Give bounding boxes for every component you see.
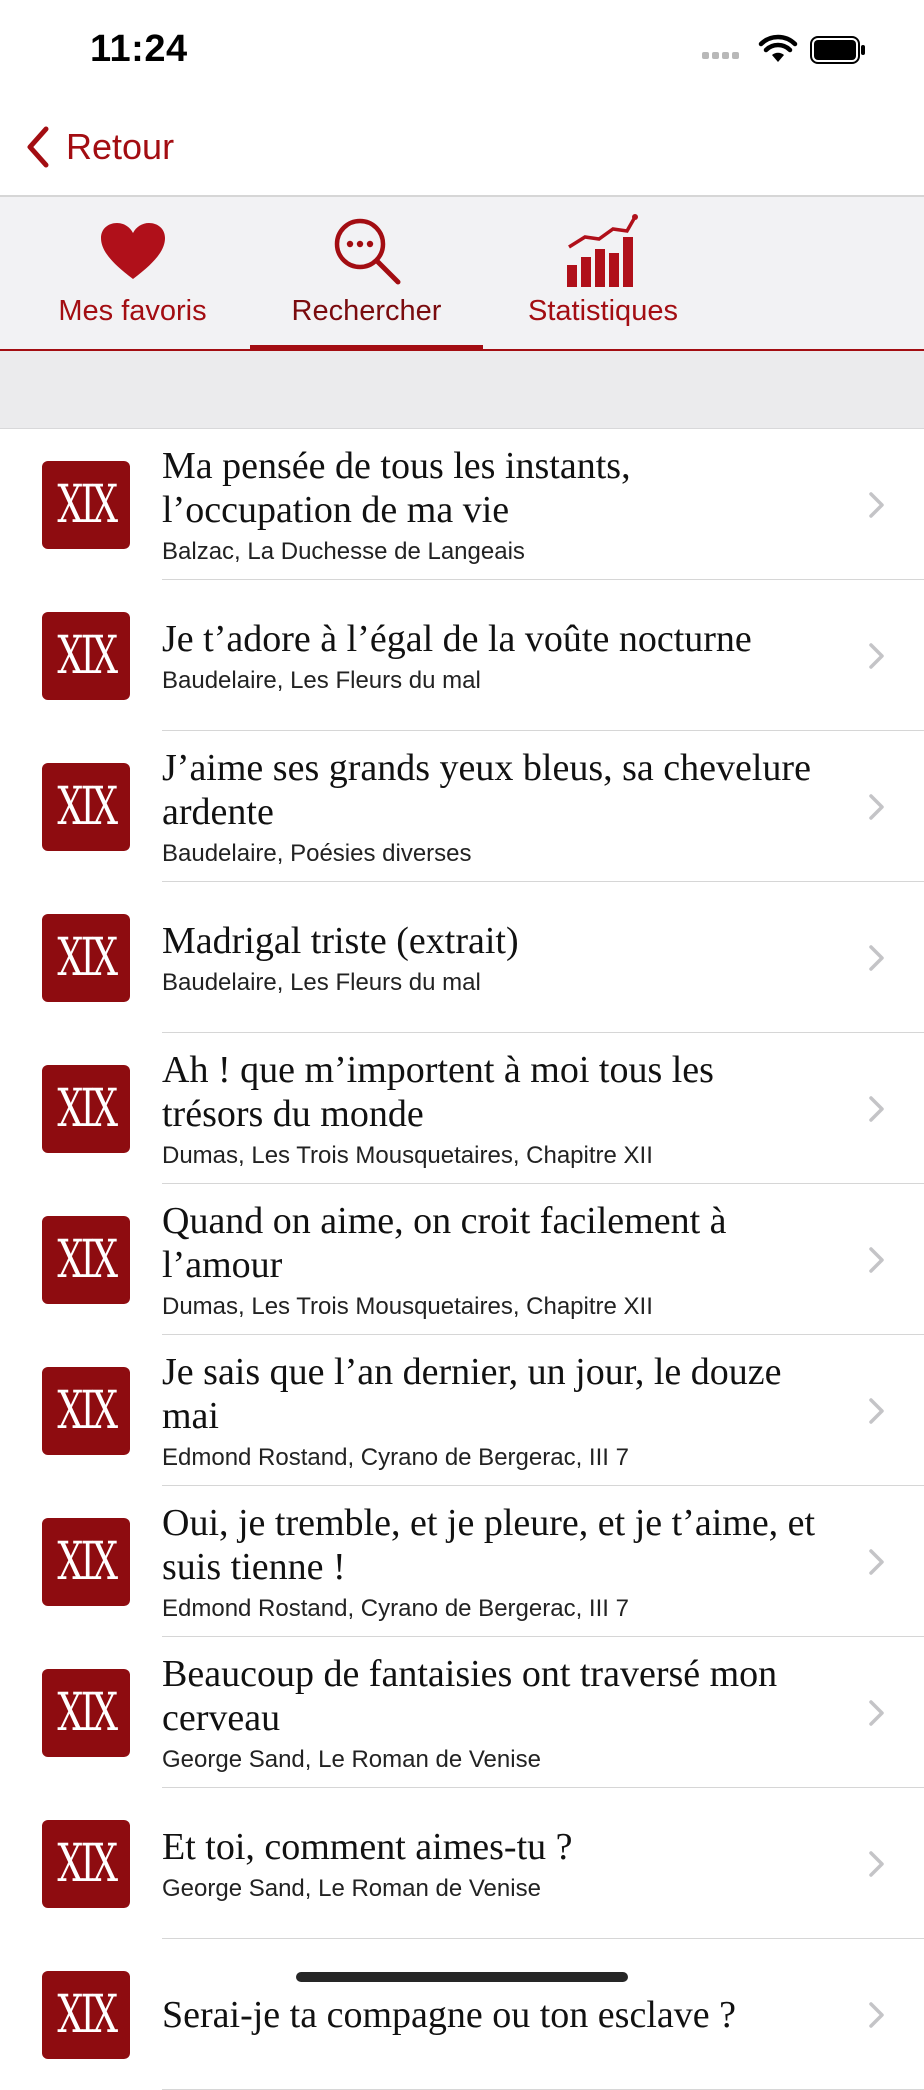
navigation-bar	[0, 100, 924, 197]
list-item-text	[162, 429, 824, 580]
list-item-text	[162, 1033, 824, 1184]
chevron-right-icon	[868, 491, 886, 519]
century-label: XIX	[57, 1381, 115, 1441]
quote-source: George Sand, Le Roman de Venise	[162, 1874, 541, 1902]
quote-source: Baudelaire, Les Fleurs du mal	[162, 968, 481, 996]
list-item[interactable]	[0, 1184, 924, 1335]
century-thumbnail	[42, 1367, 130, 1455]
chevron-right-icon	[868, 1095, 886, 1123]
chevron-right-icon	[868, 1397, 886, 1425]
cellular-signal-icon	[702, 39, 746, 61]
century-thumbnail	[42, 914, 130, 1002]
list-item[interactable]	[0, 429, 924, 580]
home-indicator	[296, 1972, 628, 1982]
list-item-text	[162, 580, 824, 731]
quote-source: Dumas, Les Trois Mousquetaires, Chapitre XII	[162, 1292, 653, 1320]
status-icons	[702, 36, 866, 64]
quote-title: Et toi, comment aimes-tu ?	[162, 1825, 573, 1868]
chevron-right-icon	[868, 642, 886, 670]
quote-source: Edmond Rostand, Cyrano de Bergerac, III 7	[162, 1443, 629, 1471]
century-thumbnail	[42, 1216, 130, 1304]
search-area[interactable]	[0, 351, 924, 429]
list-item[interactable]	[0, 1637, 924, 1788]
chevron-right-icon	[868, 2001, 886, 2029]
battery-icon	[810, 36, 866, 64]
list-item-text	[162, 1184, 824, 1335]
chart-icon	[565, 213, 641, 289]
search-icon	[332, 216, 402, 286]
century-label: XIX	[57, 1985, 115, 2045]
quote-title: Je sais que l’an dernier, un jour, le douze mai	[162, 1350, 782, 1437]
list-item[interactable]	[0, 1788, 924, 1939]
tab-statistics-label: Statistiques	[528, 295, 678, 327]
century-label: XIX	[57, 777, 115, 837]
tab-favorites[interactable]	[30, 197, 235, 351]
century-label: XIX	[57, 626, 115, 686]
century-label: XIX	[57, 1230, 115, 1290]
status-time: 11:24	[90, 28, 188, 70]
list-item[interactable]	[0, 1335, 924, 1486]
century-label: XIX	[57, 1532, 115, 1592]
list-item[interactable]	[0, 731, 924, 882]
chevron-right-icon	[868, 944, 886, 972]
quote-source: George Sand, Le Roman de Venise	[162, 1745, 541, 1773]
heart-icon	[99, 221, 167, 281]
quote-source: Edmond Rostand, Cyrano de Bergerac, III 7	[162, 1594, 629, 1622]
list-item-text	[162, 1939, 824, 2090]
quote-title: Je t’adore à l’égal de la voûte nocturne	[162, 617, 752, 660]
quote-title: Serai-je ta compagne ou ton esclave ?	[162, 1993, 736, 2036]
century-thumbnail	[42, 461, 130, 549]
quote-source: Balzac, La Duchesse de Langeais	[162, 537, 525, 565]
century-label: XIX	[57, 1834, 115, 1894]
quote-title: Ah ! que m’importent à moi tous les trésors du monde	[162, 1048, 714, 1135]
quote-source: Baudelaire, Les Fleurs du mal	[162, 666, 481, 694]
century-thumbnail	[42, 1065, 130, 1153]
quote-source: Dumas, Les Trois Mousquetaires, Chapitre XII	[162, 1141, 653, 1169]
list-item[interactable]	[0, 1486, 924, 1637]
chevron-right-icon	[868, 1548, 886, 1576]
chevron-right-icon	[868, 1246, 886, 1274]
century-label: XIX	[57, 1683, 115, 1743]
list-item[interactable]	[0, 1939, 924, 2090]
quote-title: J’aime ses grands yeux bleus, sa chevelure ardente	[162, 746, 811, 833]
quote-title: Ma pensée de tous les instants, l’occupation de ma vie	[162, 444, 631, 531]
list-item[interactable]	[0, 882, 924, 1033]
list-item[interactable]	[0, 1033, 924, 1184]
list-item-text	[162, 1486, 824, 1637]
back-button[interactable]	[26, 126, 174, 168]
tab-search[interactable]	[250, 197, 483, 351]
tab-statistics[interactable]	[503, 197, 703, 351]
quote-title: Beaucoup de fantaisies ont traversé mon cerveau	[162, 1652, 778, 1739]
century-label: XIX	[57, 1079, 115, 1139]
status-bar	[0, 0, 924, 100]
century-label: XIX	[57, 475, 115, 535]
list-item-text	[162, 731, 824, 882]
century-thumbnail	[42, 1518, 130, 1606]
century-thumbnail	[42, 612, 130, 700]
tab-bar	[0, 197, 924, 351]
chevron-right-icon	[868, 1699, 886, 1727]
list-item-text	[162, 1335, 824, 1486]
quote-title: Madrigal triste (extrait)	[162, 919, 519, 962]
active-tab-indicator	[250, 345, 483, 349]
century-thumbnail	[42, 1669, 130, 1757]
tab-favorites-label: Mes favoris	[58, 295, 207, 327]
quote-list	[0, 429, 924, 2090]
century-label: XIX	[57, 928, 115, 988]
chevron-left-icon	[26, 126, 50, 168]
quote-title: Oui, je tremble, et je pleure, et je t’aime, et suis tienne !	[162, 1501, 816, 1588]
century-thumbnail	[42, 1971, 130, 2059]
century-thumbnail	[42, 763, 130, 851]
quote-title: Quand on aime, on croit facilement à l’amour	[162, 1199, 727, 1286]
list-item[interactable]	[0, 580, 924, 731]
century-thumbnail	[42, 1820, 130, 1908]
tab-search-label: Rechercher	[291, 295, 442, 327]
list-item-text	[162, 1788, 824, 1939]
list-item-text	[162, 882, 824, 1033]
quote-source: Baudelaire, Poésies diverses	[162, 839, 472, 867]
chevron-right-icon	[868, 1850, 886, 1878]
wifi-icon	[760, 36, 796, 64]
list-item-text	[162, 1637, 824, 1788]
back-button-label: Retour	[66, 126, 175, 167]
chevron-right-icon	[868, 793, 886, 821]
